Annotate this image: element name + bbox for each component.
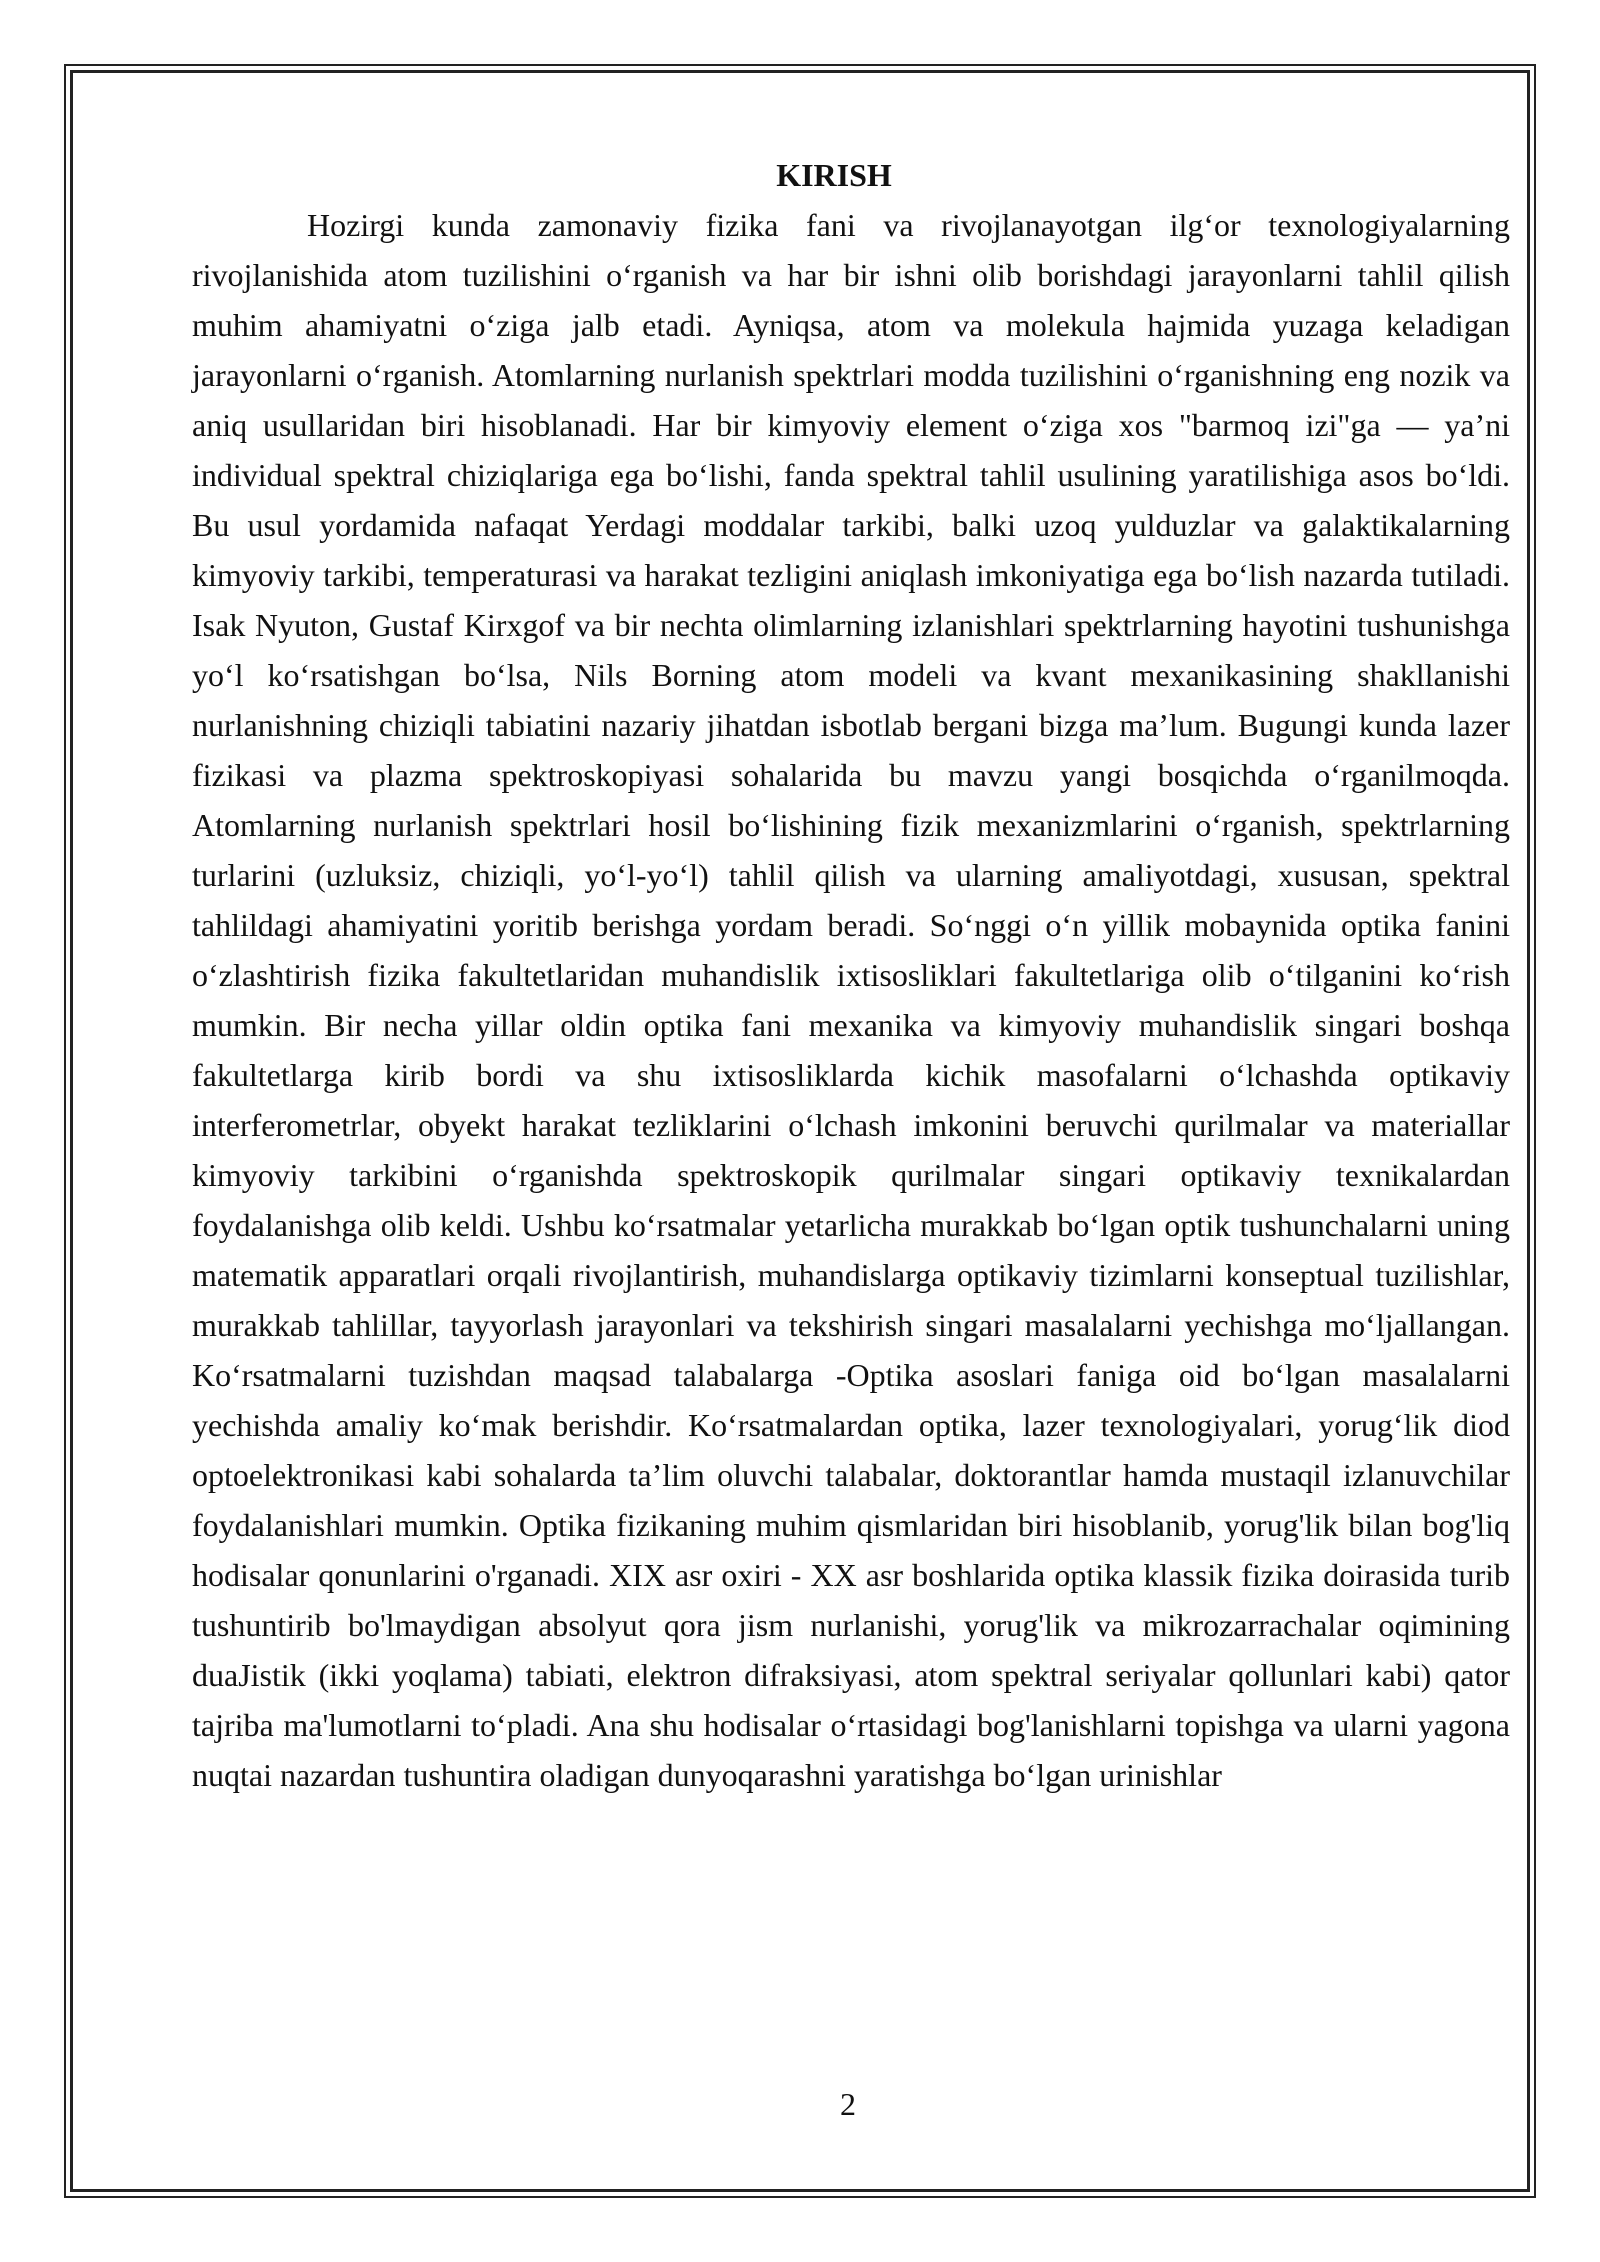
document-body: [192, 150, 1510, 1800]
body-paragraph: Hozirgi kunda zamonaviy fizika fani va rivojlanayotgan ilg‘or texnologiyalarning rivojlanishida atom tuzilishini o‘rganish va har bir ishni olib borishdagi jarayonlarni tahlil qilish muhim ahamiyatni o‘ziga jalb etadi. Ayniqsa, atom va molekula hajmida yuzaga keladigan jarayonlarni o‘rganish. Atomlarning nurlanish spektrlari modda tuzilishini o‘rganishning eng nozik va aniq usullaridan biri hisoblanadi. Har bir kimyoviy element o‘ziga xos "barmoq izi"ga — ya’ni individual spektral chiziqlariga ega bo‘lishi, fanda spektral tahlil usulining yaratilishiga asos bo‘ldi. Bu usul yordamida nafaqat Yerdagi moddalar tarkibi, balki uzoq yulduzlar va galaktikalarning kimyoviy tarkibi, temperaturasi va harakat tezligini aniqlash imkoniyatiga ega bo‘lish nazarda tutiladi. Isak Nyuton, Gustaf Kirxgof va bir nechta olimlarning izlanishlari spektrlarning hayotini tushunishga yo‘l ko‘rsatishgan bo‘lsa, Nils Borning atom modeli va kvant mexanikasining shakllanishi nurlanishning chiziqli tabiatini nazariy jihatdan isbotlab bergani bizga ma’lum. Bugungi kunda lazer fizikasi va plazma spektroskopiyasi sohalarida bu mavzu yangi bosqichda o‘rganilmoqda. Atomlarning nurlanish spektrlari hosil bo‘lishining fizik mexanizmlarini o‘rganish, spektrlarning turlarini (uzluksiz, chiziqli, yo‘l-yo‘l) tahlil qilish va ularning amaliyotdagi, xususan, spektral tahlildagi ahamiyatini yoritib berishga yordam beradi. So‘nggi o‘n yillik mobaynida optika fanini o‘zlashtirish fizika fakultetlaridan muhandislik ixtisosliklari fakultetlariga olib o‘tilganini ko‘rish mumkin. Bir necha yillar oldin optika fani mexanika va kimyoviy muhandislik singari boshqa fakultetlarga kirib bordi va shu ixtisosliklarda kichik masofalarni o‘lchashda optikaviy interferometrlar, obyekt harakat tezliklarini o‘lchash imkonini beruvchi qurilmalar va materiallar kimyoviy tarkibini o‘rganishda spektroskopik qurilmalar singari optikaviy texnikalardan foydalanishga olib keldi. Ushbu ko‘rsatmalar yetarlicha murakkab bo‘lgan optik tushunchalarni uning matematik apparatlari orqali rivojlantirish, muhandislarga optikaviy tizimlarni konseptual tuzilishlar, murakkab tahlillar, tayyorlash jarayonlari va tekshirish singari masalalarni yechishga mo‘ljallangan. Ko‘rsatmalarni tuzishdan maqsad talabalarga -Optika asoslari faniga oid bo‘lgan masalalarni yechishda amaliy ko‘mak berishdir. Ko‘rsatmalardan optika, lazer texnologiyalari, yorug‘lik diod optoelektronikasi kabi sohalarda ta’lim oluvchi talabalar, doktorantlar hamda mustaqil izlanuvchilar foydalanishlari mumkin. Optika fizikaning muhim qismlaridan biri hisoblanib, yorug'lik bilan bog'liq hodisalar qonunlarini o'rganadi. XIX asr oxiri - XX asr boshlarida optika klassik fizika doirasida turib tushuntirib bo'lmaydigan absolyut qora jism nurlanishi, yorug'lik va mikrozarrachalar oqimining duaJistik (ikki yoqlama) tabiati, elektron difraksiyasi, atom spektral seriyalar qollunlari kabi) qator tajriba ma'lumotlarni to‘pladi. Ana shu hodisalar o‘rtasidagi bog'lanishlarni topishga va ularni yagona nuqtai nazardan tushuntira oladigan dunyoqarashni yaratishga bo‘lgan urinishlar: [192, 207, 1510, 1793]
page-number: 2: [840, 2086, 856, 2122]
section-title: KIRISH: [776, 157, 892, 193]
